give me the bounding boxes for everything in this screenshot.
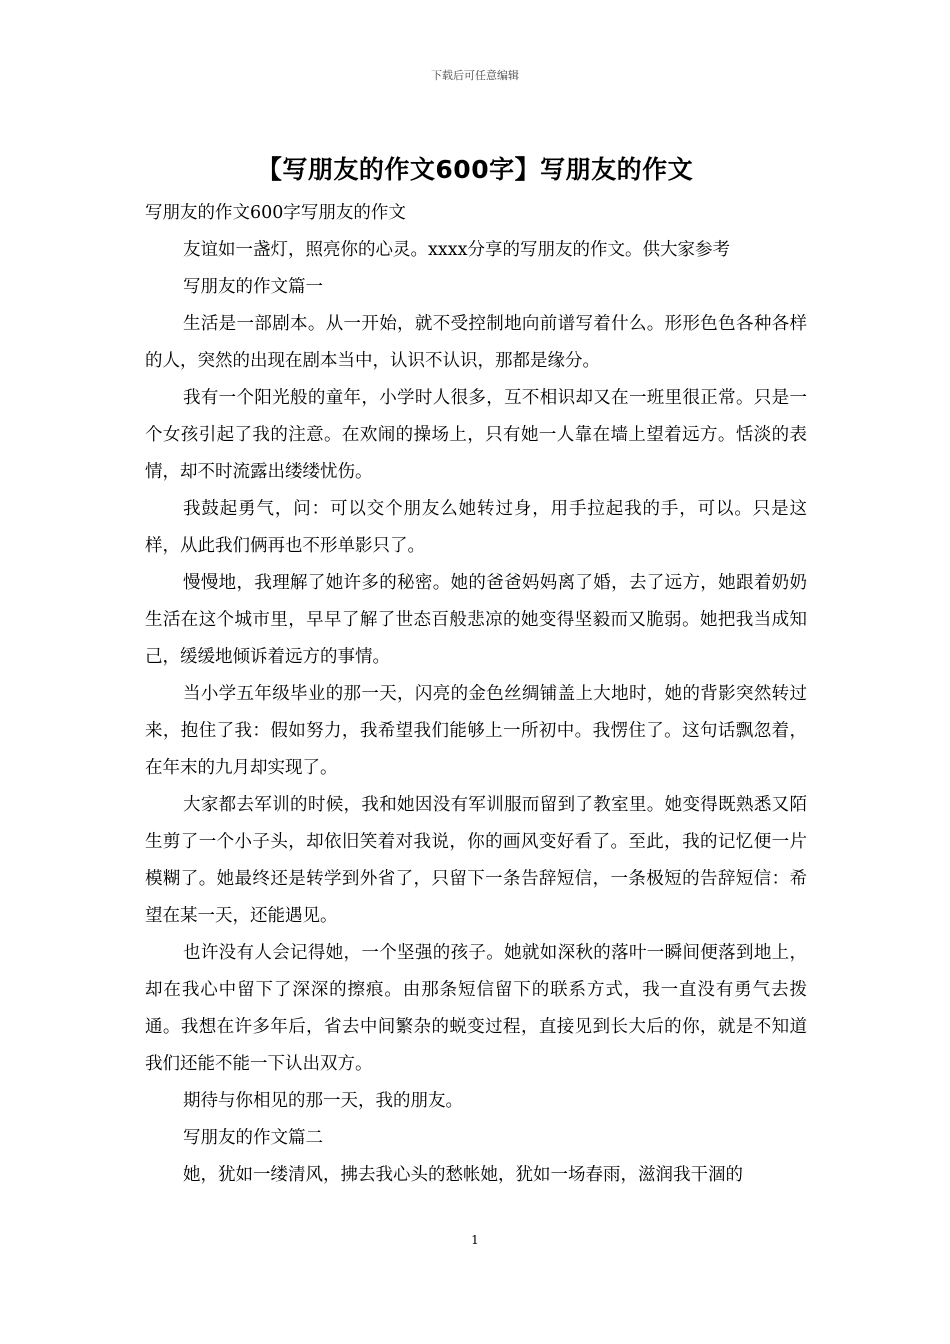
page-header-note: 下载后可任意编辑 — [431, 69, 519, 82]
body-paragraph: 友谊如一盏灯，照亮你的心灵。xxxx分享的写朋友的作文。供大家参考 — [183, 240, 730, 260]
body-paragraph: 大家都去军训的时候，我和她因没有军训服而留到了教室里。她变得既熟悉又陌生剪了一个小子头，却依旧笑着对我说，你的画风变好看了。至此，我的记忆便一片模糊了。她最终还是转学到外省了，只留下一条告辞短信，一条极短的告辞短信：希望在某一天，还能遇见。 — [145, 795, 807, 926]
section-heading: 写朋友的作文篇一 — [183, 277, 323, 297]
body-paragraph: 生活是一部剧本。从一开始，就不受控制地向前谱写着什么。形形色色各种各样的人，突然的出现在剧本当中，认识不认识，那都是缘分。 — [145, 314, 807, 371]
section-heading: 写朋友的作文篇二 — [183, 1128, 323, 1148]
body-paragraph: 也许没有人会记得她，一个坚强的孩子。她就如深秋的落叶一瞬间便落到地上，却在我心中留下了深深的擦痕。由那条短信留下的联系方式，我一直没有勇气去拨通。我想在许多年后，省去中间繁杂的蜕变过程，直接见到长大后的你，就是不知道我们还能不能一下认出双方。 — [145, 943, 807, 1074]
body-paragraph: 写朋友的作文600字写朋友的作文 — [145, 203, 406, 223]
page-number: 1 — [471, 1233, 479, 1247]
body-paragraph: 我有一个阳光般的童年，小学时人很多，互不相识却又在一班里很正常。只是一个女孩引起了我的注意。在欢闹的操场上，只有她一人靠在墙上望着远方。恬淡的表情，却不时流露出缕缕忧伤。 — [145, 388, 807, 482]
body-paragraph: 当小学五年级毕业的那一天，闪亮的金色丝绸铺盖上大地时，她的背影突然转过来，抱住了我：假如努力，我希望我们能够上一所初中。我愣住了。这句话飘忽着，在年末的九月却实现了。 — [145, 684, 807, 778]
body-paragraph: 我鼓起勇气，问：可以交个朋友么她转过身，用手拉起我的手，可以。只是这样，从此我们俩再也不形单影只了。 — [145, 499, 807, 556]
body-paragraph: 她，犹如一缕清风，拂去我心头的愁帐她，犹如一场春雨，滋润我干涸的 — [183, 1165, 743, 1185]
document-title: 【写朋友的作文600字】写朋友的作文 — [256, 155, 694, 184]
body-paragraph: 慢慢地，我理解了她许多的秘密。她的爸爸妈妈离了婚，去了远方，她跟着奶奶生活在这个城市里，早早了解了世态百般悲凉的她变得坚毅而又脆弱。她把我当成知己，缓缓地倾诉着远方的事情。 — [145, 573, 807, 667]
body-paragraph: 期待与你相见的那一天，我的朋友。 — [183, 1091, 463, 1111]
document-body — [145, 195, 807, 1194]
